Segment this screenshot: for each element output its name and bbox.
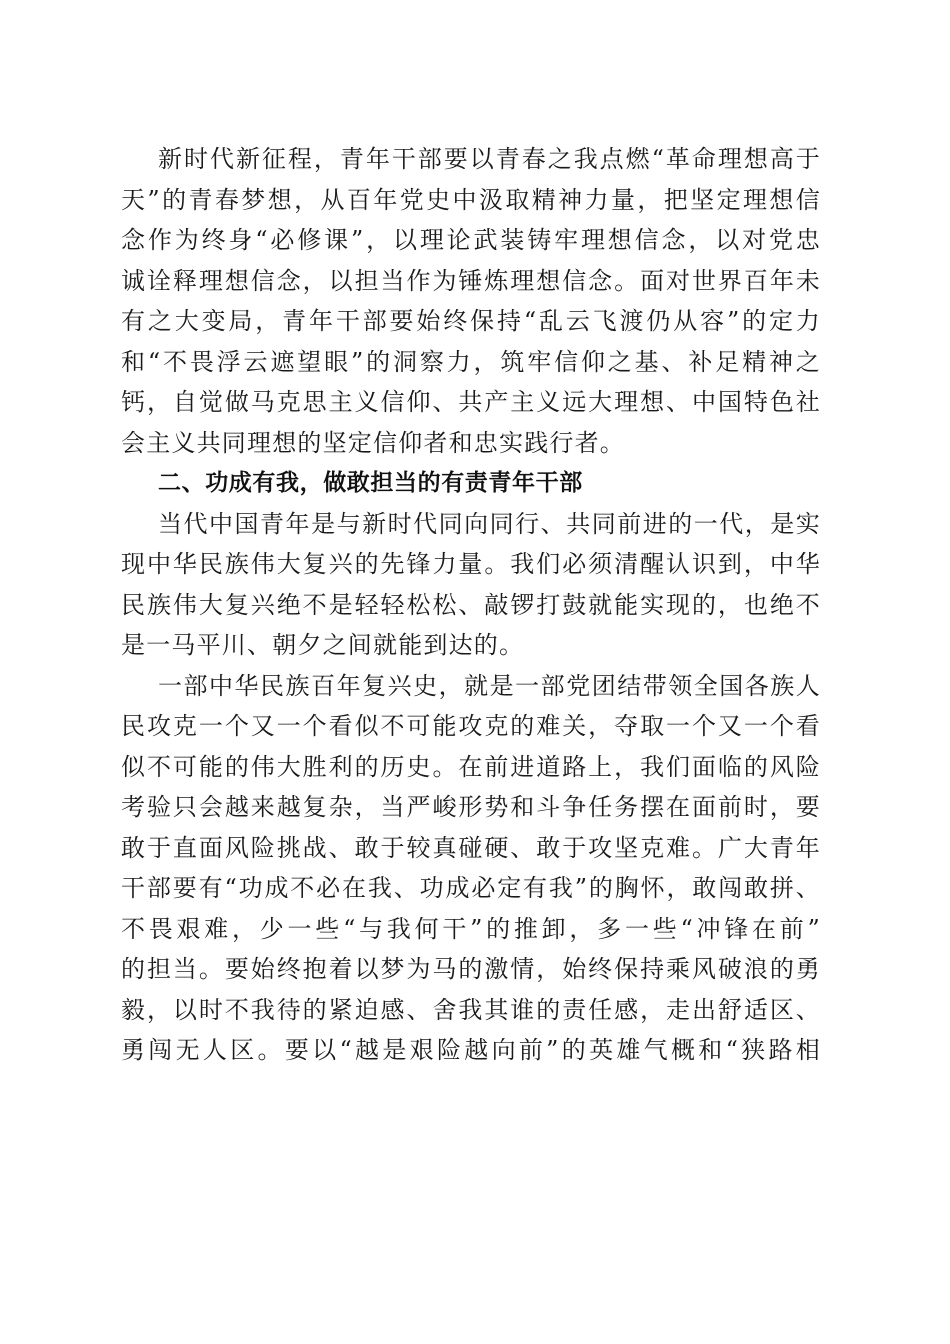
- paragraph-line: 新时代新征程，青年干部要以青春之我点燃“革命理想高于: [158, 145, 821, 173]
- paragraph-line: 钙，自觉做马克思主义信仰、共产主义远大理想、中国特色社: [121, 388, 821, 416]
- paragraph-line: 有之大变局，青年干部要始终保持“乱云飞渡仍从容”的定力: [121, 307, 821, 335]
- paragraph-line: 敢于直面风险挑战、敢于较真碰硬、敢于攻坚克难。广大青年: [121, 833, 821, 862]
- paragraph-1: [121, 139, 821, 463]
- paragraph-line: 现中华民族伟大复兴的先锋力量。我们必须清醒认识到，中华: [121, 550, 821, 578]
- paragraph-line: 干部要有“功成不必在我、功成必定有我”的胸怀，敢闯敢拼、: [121, 874, 821, 902]
- paragraph-line: 民族伟大复兴绝不是轻轻松松、敲锣打鼓就能实现的，也绝不: [121, 590, 821, 619]
- paragraph-line: 民攻克一个又一个看似不可能攻克的难关，夺取一个又一个看: [121, 712, 821, 740]
- paragraph-line: 念作为终身“必修课”，以理论武装铸牢理想信念，以对党忠: [121, 226, 821, 254]
- paragraph-line: 天”的青春梦想，从百年党史中汲取精神力量，把坚定理想信: [121, 185, 821, 214]
- paragraph-line: 不畏艰难，少一些“与我何干”的推卸，多一些“冲锋在前”: [121, 914, 821, 943]
- paragraph-3: [121, 666, 821, 1071]
- paragraph-line: 一部中华民族百年复兴史，就是一部党团结带领全国各族人: [158, 671, 821, 700]
- paragraph-line: 会主义共同理想的坚定信仰者和忠实践行者。: [121, 428, 625, 457]
- paragraph-line: 的担当。要始终抱着以梦为马的激情，始终保持乘风破浪的勇: [121, 955, 821, 983]
- section-heading: 二、功成有我，做敢担当的有责青年干部: [158, 470, 583, 496]
- paragraph-line: 诚诠释理想信念，以担当作为锤炼理想信念。面对世界百年未: [121, 266, 821, 295]
- paragraph-line: 和“不畏浮云遮望眼”的洞察力，筑牢信仰之基、补足精神之: [121, 347, 821, 376]
- paragraph-line: 似不可能的伟大胜利的历史。在前进道路上，我们面临的风险: [121, 752, 821, 781]
- paragraph-line: 当代中国青年是与新时代同向同行、共同前进的一代，是实: [158, 509, 821, 538]
- paragraph-line: 毅，以时不我待的紧迫感、舍我其谁的责任感，走出舒适区、: [121, 995, 821, 1024]
- paragraph-line: 是一马平川、朝夕之间就能到达的。: [121, 631, 525, 659]
- paragraph-line: 勇闯无人区。要以“越是艰险越向前”的英雄气概和“狭路相: [121, 1036, 821, 1064]
- paragraph-line: 考验只会越来越复杂，当严峻形势和斗争任务摆在面前时，要: [121, 793, 821, 821]
- paragraph-2: [121, 504, 821, 666]
- document-body: [121, 139, 821, 1071]
